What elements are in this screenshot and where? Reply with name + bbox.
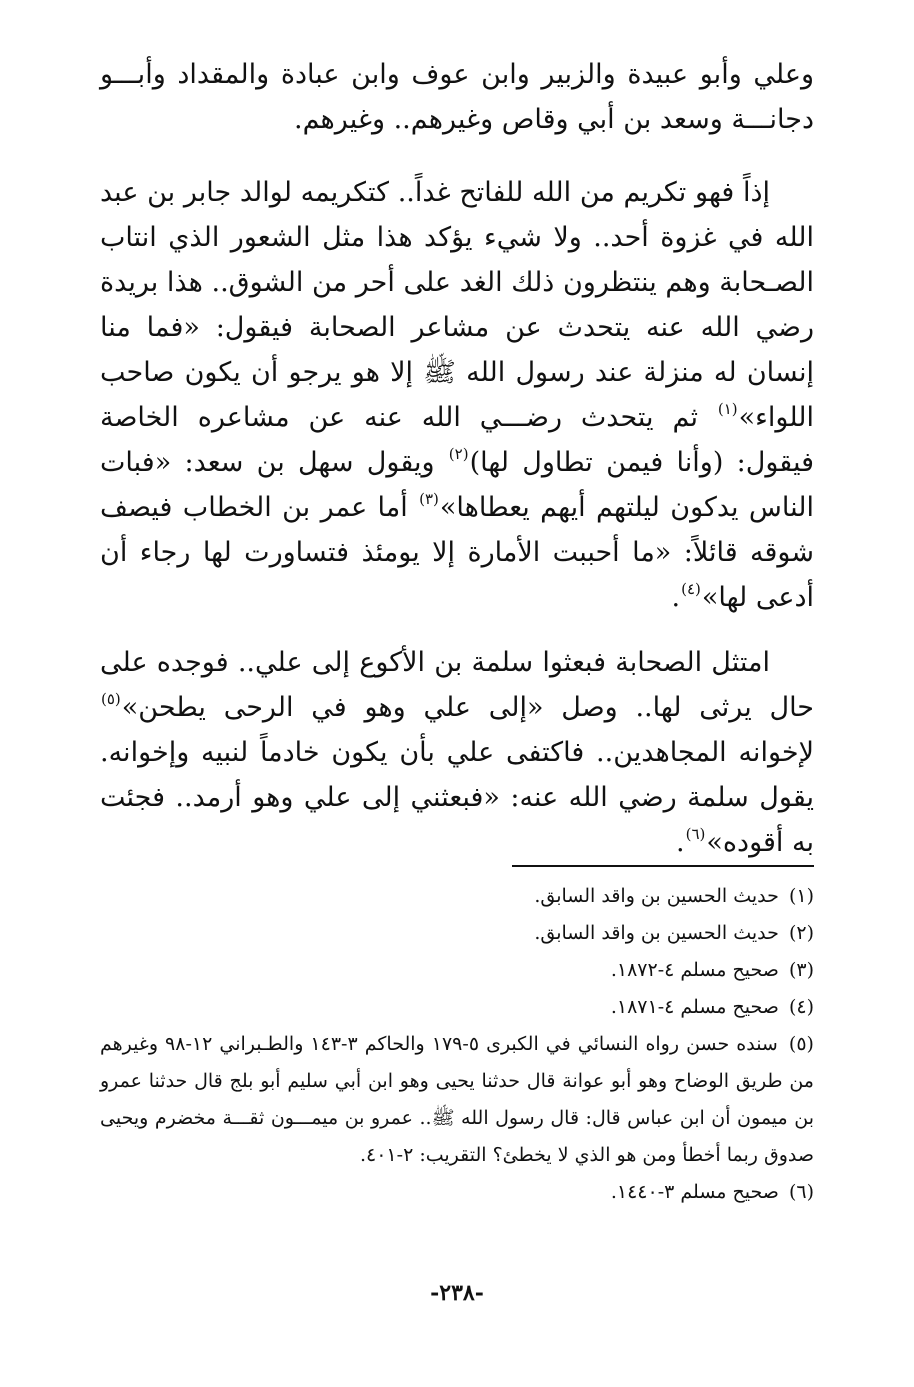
footnote-1 [100,878,814,915]
footnote-2 [100,915,814,952]
footnote-number: (٤) [788,996,814,1018]
paragraph-2-part-4: أما عمر بن الخطاب فيصف شوقه قائلاً: «ما أحببت الأمارة إلا يومئذ فتساورت لها رجاء أن أدعى لها» [100,492,814,613]
footnote-text: صحيح مسلم ٤-١٨٧٢. [610,959,779,981]
paragraph-2-part-3: ويقول سهل بن سعد: «فبات الناس يدكون ليلتهم أيهم يعطاها» [100,447,814,523]
footnote-text: صحيح مسلم ٤-١٨٧١. [610,996,779,1018]
footnote-text: سنده حسن رواه النسائي في الكبرى ٥-١٧٩ والحاكم ٣-١٤٣ والطـبراني ١٢-٩٨ وغيرهم من طريق الوضاح وهو أبو عوانة قال حدثنا يحيى وهو ابن أبي سليم أبو بلج قال حدثنا عمرو بن ميمون أن ابن عباس قال: قال رسول الله ﷺ.. عمرو بن ميمـــون ثقـــة مخضرم ويحيى صدوق ربما أخطأ ومن هو الذي لا يخطئ؟ التقريب: ٢-٤٠١. [100,1033,814,1166]
footnote-ref-5: (٥) [101,690,121,708]
paragraph-3 [100,640,814,865]
paragraph-1 [100,52,814,142]
footnote-number: (٢) [788,922,814,944]
paragraph-2 [100,170,814,620]
paragraph-2-part-2: ثم يتحدث رضـــي الله عنه عن مشاعره الخاصة فيقول: (وأنا فيمن تطاول لها) [100,402,814,478]
footnote-number: (١) [788,885,814,907]
page-number: -٢٣٨- [430,1280,484,1306]
footnote-number: (٥) [788,1033,814,1055]
footnotes-list [100,878,814,1211]
footnote-ref-6: (٦) [685,825,706,843]
paragraph-2-part-1: إذاً فهو تكريم من الله للفاتح غداً.. كتكريمه لوالد جابر بن عبد الله في غزوة أحد.. ولا شيء يؤكد هذا مثل الشعور الذي انتاب الصـحابة وهم ينتظرون ذلك الغد على أحر من الشوق.. هذا بريدة رضي الله عنه يتحدث عن مشاعر الصحابة فيقول: «فما منا إنسان له منزلة عند رسول الله ﷺ إلا هو يرجو أن يكون صاحب اللواء» [100,177,814,433]
footnote-5 [100,1026,814,1174]
paragraph-3-part-1: امتثل الصحابة فبعثوا سلمة بن الأكوع إلى علي.. فوجده على حال يرثى لها.. وصل «إلى علي وهو في الرحى يطحن» [100,647,815,723]
footnote-4 [100,989,814,1026]
footnote-3 [100,952,814,989]
footnote-ref-1: (١) [717,400,738,418]
paragraph-2-part-5: . [671,582,681,613]
paragraph-3-part-3: . [676,827,685,858]
footnote-divider [512,865,814,867]
paragraph-1-text: وعلي وأبو عبيدة والزبير وابن عوف وابن عبادة والمقداد وأبـــو دجانـــة وسعد بن أبي وقاص وغيرهم.. وغيرهم. [100,59,814,135]
footnote-text: صحيح مسلم ٣-١٤٤٠. [610,1181,779,1203]
footnote-text: حديث الحسين بن واقد السابق. [534,922,779,944]
footnote-text: حديث الحسين بن واقد السابق. [534,885,779,907]
footnote-ref-4: (٤) [681,580,701,598]
paragraph-3-part-2: لإخوانه المجاهدين.. فاكتفى علي بأن يكون خادماً لنبيه وإخوانه. يقول سلمة رضي الله عنه: «فبعثني إلى علي وهو أرمد.. فجئت به أقوده» [100,737,814,858]
footnote-ref-3: (٣) [419,490,439,508]
footnote-6 [100,1174,814,1211]
footnote-number: (٦) [788,1181,814,1203]
footnote-ref-2: (٢) [448,445,469,463]
footnote-number: (٣) [788,959,814,981]
